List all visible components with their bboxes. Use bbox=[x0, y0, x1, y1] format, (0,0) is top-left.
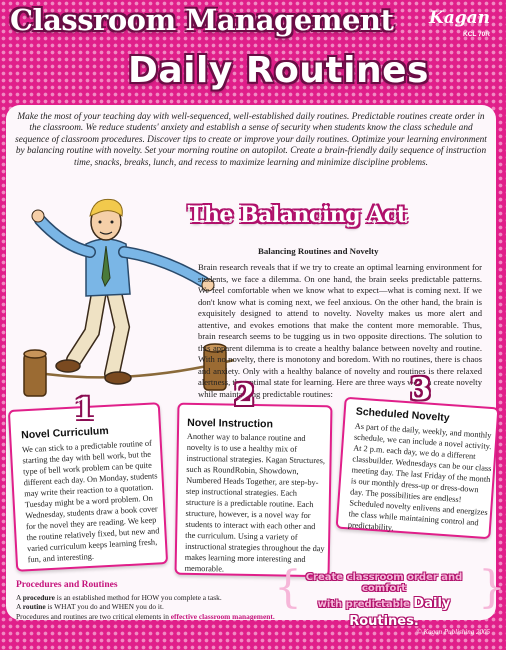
callout-line: Create classroom order and comfort bbox=[305, 572, 463, 594]
card-novel-instruction bbox=[175, 403, 333, 578]
card-text: We can stick to a predictable routine of starting the day with bell work, but the type of bell work problem can be quite different each day. On Monday, students may write their reaction to a quotation. Tuesday might be a word problem. On Wednesday, students draw a book cover for the novel they are reading. We keep the routine relatively fixed, but new and varied curriculum keeps learning fresh, fun, and interesting. bbox=[21, 438, 160, 565]
card-title: Scheduled Novelty bbox=[355, 405, 450, 425]
right-brace-decoration: } bbox=[478, 562, 506, 613]
card-novel-curriculum bbox=[8, 402, 168, 572]
callout-line: with predictable Daily Routines. bbox=[317, 596, 451, 629]
card-title: Novel Instruction bbox=[187, 416, 274, 431]
balancing-act-title: The Balancing Act bbox=[188, 202, 407, 228]
card-text: Another way to balance routine and novelty is to use a healthy mix of instructional strategies. Kagan Structures, such as RoundRobin, Showdown, Numbered Heads Together, are step-by-step instructional strategies. Each structure is a predictable routine. Each structure, however, is a novel way for students to interact with each other and the curriculum. Using a variety of instructional strategies throughout the day makes learning more interesting and memorable. bbox=[184, 431, 326, 574]
procedures-note: Procedures and routines are two critical elements in effective classroom management. bbox=[16, 611, 275, 621]
kagan-logo: Kagan bbox=[428, 8, 490, 28]
procedure-definition: A procedure is an established method for HOW you complete a task. bbox=[16, 593, 222, 602]
card-number: 2 bbox=[234, 378, 255, 413]
routine-definition: A routine is WHAT you do and WHEN you do it. bbox=[16, 602, 164, 612]
procedures-title: Procedures and Routines bbox=[16, 580, 118, 590]
product-code: KCL 70R bbox=[463, 31, 490, 38]
page-title: Daily Routines bbox=[128, 50, 429, 91]
card-number: 1 bbox=[74, 392, 95, 427]
card-scheduled-novelty bbox=[336, 397, 500, 539]
card-title: Novel Curriculum bbox=[20, 424, 109, 442]
intro-paragraph: Make the most of your teaching day with well-sequenced, well-established daily routines. Predictable routines create order in the classroom. We reduce students' anxiety and establish a sense of security when students know the class schedule and sequence of classroom procedures. Discover tips to create or improve your daily routines. Optimize your learning environment by balancing routine with novelty. Set your morning routine on autopilot. Create a brain-friendly daily sequence of instruction time, snacks, breaks, lunch, and recess to maximize learning and minimize discipline problems. bbox=[15, 112, 487, 168]
series-title: Classroom Management bbox=[10, 3, 394, 37]
copyright-notice: © Kagan Publishing 2005 bbox=[416, 628, 490, 636]
balancing-subtitle: Balancing Routines and Novelty bbox=[258, 246, 379, 256]
card-text: As part of the daily, weekly, and monthly schedule, we can include a novel activity. At 2 p.m. each day, we do a different classbuilder. Wednesdays can be our class meeting day. The last Friday of the month is our monthly dress-up or dress-down day. The possibilities are endless! Scheduled novelty enlivens and energizes the class while maintaining control and predictability. bbox=[347, 421, 492, 533]
callout-banner bbox=[286, 572, 482, 630]
card-number: 3 bbox=[410, 372, 431, 407]
procedures-definitions bbox=[16, 593, 276, 621]
balancing-body: Brain research reveals that if we try to create an optimal learning environment for students, we face a dilemma. On one hand, the brain seeks predictable patterns. We feel comfortable when we know what to expect—what is coming next. If we don't know what is coming next, we feel anxious. On the other hand, the brain is exquisitely designed to attend to novelty. Novelty makes us more alert and attentive, and evokes emotions that make the content more memorable. Thus, brain research seems to be tugging us in two opposite directions. The solution to this apparent dilemma is to create a healthy balance between novelty and routine. With no novelty, there is monotony and boredom. With no routines, there is chaos and anxiety. Only with a healthy balance of novelty and routines is there relaxed alertness, the optimal state for learning. Here are three ways we can create novelty while maintaining predictable routines: bbox=[198, 262, 482, 399]
left-brace-decoration: { bbox=[274, 562, 302, 613]
